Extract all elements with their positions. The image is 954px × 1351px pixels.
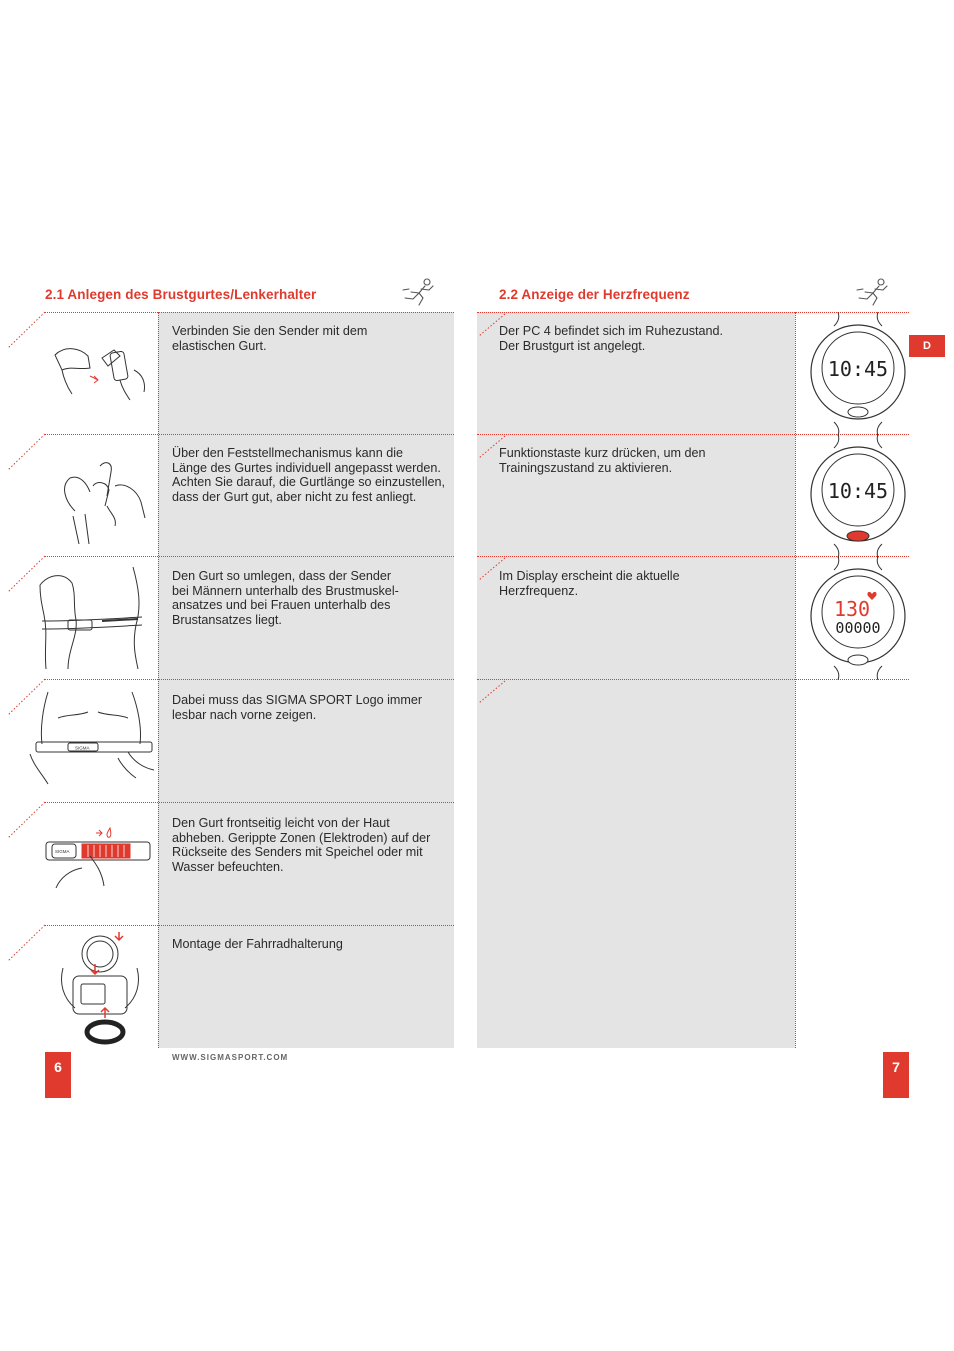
watch-display-time: 10:45 [827, 479, 889, 503]
step-text: Den Gurt so umlegen, dass der Sender bei Männern unterhalb des Brustmuskel- ansatzes und bei Frauen unterhalb des Brustansatzes liegt. [172, 569, 399, 627]
footer-url: WWW.SIGMASPORT.COM [172, 1053, 289, 1062]
torso-side-illustration [38, 565, 153, 673]
right-text-panel [477, 312, 795, 1048]
step-text: Über den Feststellmechanismus kann die Länge des Gurtes individuell angepasst werden. Achten Sie darauf, die Gurtlänge so einzustellen, dass der Gurt gut, aber nicht zu fest anliegt. [172, 446, 446, 504]
step-separator [45, 925, 454, 926]
step-text: Im Display erscheint die aktuelle Herzfrequenz. [499, 569, 680, 598]
bike-mount-illustration [55, 928, 145, 1046]
svg-text:SIGMA: SIGMA [75, 745, 90, 751]
step-text: Der PC 4 befindet sich im Ruhezustand. Der Brustgurt ist angelegt. [499, 324, 724, 353]
step-separator [45, 802, 454, 803]
diagonal-marks [477, 312, 507, 712]
left-column-divider [158, 312, 159, 1048]
step-separator [45, 679, 454, 680]
left-section-title: 2.1 Anlegen des Brustgurtes/Lenkerhalter [45, 287, 317, 302]
watch-display-counter: 00000 [835, 619, 881, 637]
watch-display-heartrate: 130 [833, 597, 871, 621]
step-text: Funktionstaste kurz drücken, um den Trainingszustand zu aktivieren. [499, 446, 706, 475]
step-text: Montage der Fahrradhalterung [172, 937, 343, 951]
step-text: Den Gurt frontseitig leicht von der Haut abheben. Gerippte Zonen (Elektroden) auf der Rückseite des Senders mit Speichel oder mit Wasser befeuchten. [172, 816, 431, 874]
watch-heartrate-illustration [808, 556, 908, 680]
svg-text:SIGMA: SIGMA [55, 849, 70, 854]
step-separator [45, 312, 454, 313]
runner-icon [399, 276, 437, 308]
watch-button-illustration [808, 434, 908, 558]
watch-rest-illustration [808, 312, 908, 436]
sender-clip-illustration [50, 330, 150, 410]
function-button [847, 531, 869, 541]
step-separator [45, 434, 454, 435]
watch-display-time: 10:45 [827, 357, 889, 381]
language-tab: D [909, 335, 945, 357]
page-number-left: 6 [45, 1052, 71, 1098]
right-section-title: 2.2 Anzeige der Herzfrequenz [499, 287, 690, 302]
step-separator [45, 556, 454, 557]
electrode-moisten-illustration [42, 828, 154, 892]
runner-icon [853, 276, 891, 308]
right-column-divider [795, 312, 796, 1048]
step-text: Verbinden Sie den Sender mit dem elastischen Gurt. [172, 324, 368, 353]
torso-front-illustration [28, 688, 158, 788]
page-number-right: 7 [883, 1052, 909, 1098]
strap-adjust-illustration [45, 456, 153, 548]
step-text: Dabei muss das SIGMA SPORT Logo immer lesbar nach vorne zeigen. [172, 693, 423, 722]
